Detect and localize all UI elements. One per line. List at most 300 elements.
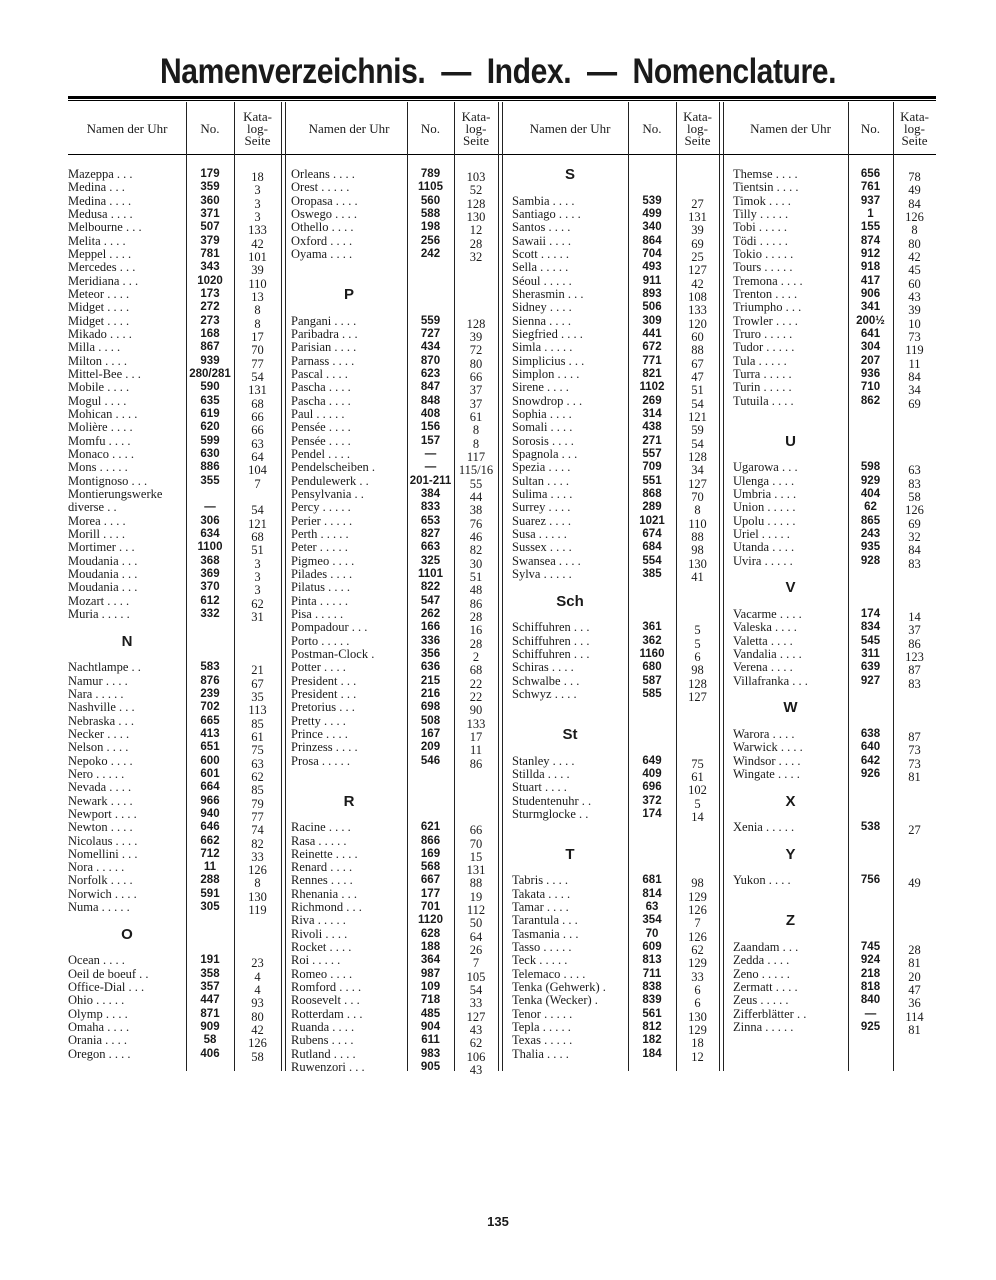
entry-number: 554 [642, 554, 662, 567]
entry-catalog-page: 87 [908, 729, 921, 744]
header-name: Namen der Uhr [308, 121, 390, 136]
entry-number: 601 [200, 767, 220, 780]
entry-name: Zedda . . . . [733, 954, 790, 968]
entry-name: Rhenania . . . [291, 887, 357, 901]
entry-catalog-page: 126 [688, 929, 707, 944]
entry-catalog-page: 60 [691, 329, 704, 344]
entry-number: 289 [642, 501, 662, 514]
entry-catalog-page: 8 [254, 316, 261, 331]
entry-number: 893 [642, 287, 662, 300]
entry-number: 417 [860, 274, 881, 287]
entry-number: 370 [200, 581, 220, 594]
entry-name: Orania . . . . [68, 1034, 128, 1048]
entry-number: 813 [642, 954, 662, 967]
entry-number: 239 [200, 687, 220, 700]
entry-name: Tenka (Gehwerk) . [512, 981, 606, 995]
entry-catalog-page: 63 [251, 756, 264, 771]
entry-name: Pretorius . . . [291, 701, 355, 715]
entry-number: 551 [642, 474, 662, 487]
entry-name: Ugarowa . . . [733, 461, 798, 475]
entry-number: 174 [642, 807, 662, 820]
entry-catalog-page: 86 [469, 596, 483, 611]
entry-catalog-page: 3 [254, 196, 261, 211]
entry-number: 868 [642, 487, 662, 500]
entry-catalog-page: 103 [466, 170, 486, 184]
entry-number: 1020 [197, 274, 223, 287]
entry-catalog-page: 69 [691, 236, 704, 251]
entry-number: 561 [642, 1007, 662, 1020]
entry-number: 1105 [418, 181, 443, 194]
entry-name: Ocean . . . . [68, 954, 125, 968]
entry-name: Sussex . . . . [512, 541, 572, 555]
entry-number: 384 [420, 487, 441, 500]
entry-name: Pensylvania . . [291, 487, 364, 501]
entry-name: Rasa . . . . . [291, 834, 347, 848]
entry-name: Oeil de boeuf . . [68, 967, 149, 981]
header-catalog-page: Kata- log- Seite [461, 109, 491, 148]
entry-name: Montignoso . . . [68, 474, 148, 488]
entry-catalog-page: 108 [688, 289, 707, 304]
entry-number: 646 [200, 821, 220, 834]
entry-name: Turin . . . . . [733, 381, 792, 395]
entry-number: 560 [420, 194, 441, 207]
entry-number: 987 [420, 967, 441, 980]
entry-name: Orest . . . . . [291, 181, 350, 195]
entry-number: 590 [200, 381, 220, 394]
entry-catalog-page: 34 [908, 383, 921, 398]
col-divider [502, 102, 503, 1071]
entry-number: 243 [860, 527, 881, 540]
header-name: Namen der Uhr [529, 121, 611, 136]
entry-name: Snowdrop . . . [512, 394, 583, 408]
entry-name: Uvira . . . . . [733, 554, 793, 568]
entry-name: Surrey . . . . [512, 501, 571, 515]
entry-name: Nicolaus . . . . [68, 834, 138, 848]
entry-catalog-page: 110 [688, 516, 707, 531]
entry-name: Porto . . . . . [291, 634, 350, 648]
entry-number: 906 [860, 287, 881, 300]
entry-number: 612 [200, 594, 220, 607]
entry-catalog-page: 70 [469, 836, 483, 851]
entry-catalog-page: 37 [469, 396, 483, 411]
entry-catalog-page: 62 [251, 596, 264, 611]
entry-number: 611 [421, 1034, 440, 1047]
section-letter: T [565, 845, 575, 863]
entry-catalog-page: 90 [469, 703, 483, 718]
entry-catalog-page: 81 [908, 769, 921, 784]
entry-name: Pilades . . . . [291, 567, 353, 581]
entry-number: 866 [420, 834, 441, 847]
entry-name: Numa . . . . . [68, 901, 130, 915]
entry-catalog-page: 5 [694, 636, 701, 651]
entry-catalog-page: 42 [908, 249, 921, 264]
entry-catalog-page: 28 [469, 636, 483, 651]
entry-catalog-page: 39 [908, 303, 921, 318]
entry-catalog-page: 88 [469, 876, 483, 891]
entry-catalog-page: 130 [688, 1009, 707, 1024]
entry-number: 620 [200, 421, 220, 434]
entry-name: Upolu . . . . . [733, 514, 796, 528]
entry-catalog-page: 86 [908, 636, 921, 651]
entry-catalog-page: 82 [251, 836, 264, 851]
entry-number: 761 [860, 181, 881, 194]
header-catalog-page: Kata- log- Seite [243, 109, 272, 148]
entry-number: 182 [642, 1034, 662, 1047]
section-letter: U [785, 432, 796, 450]
entry-catalog-page: 63 [251, 436, 264, 451]
section-letter: Y [785, 845, 796, 863]
entry-catalog-page: 86 [469, 756, 483, 771]
entry-name: President . . . [291, 674, 357, 688]
entry-name: Parnass . . . . [291, 354, 355, 368]
entry-catalog-page: 51 [691, 383, 704, 398]
entry-name: Tödi . . . . . [733, 234, 788, 248]
entry-number: — [424, 461, 437, 474]
entry-name: Mobile . . . . [68, 381, 130, 395]
header-catalog-page: Kata- log- Seite [900, 109, 929, 148]
entry-catalog-page: 63 [908, 463, 921, 478]
header-number: No. [200, 121, 220, 136]
entry-catalog-page: 84 [908, 369, 921, 384]
entry-name: Sulima . . . . [512, 487, 573, 501]
entry-name: Pascha . . . . [291, 394, 351, 408]
entry-number: 935 [860, 541, 881, 554]
entry-number: 909 [200, 1021, 220, 1034]
entry-name: Tenka (Wecker) . [512, 994, 598, 1008]
entry-name: Schiffuhren . . . [512, 621, 590, 635]
entry-name: Pretty . . . . [291, 714, 346, 728]
header-number: No. [420, 121, 441, 136]
entry-number: 379 [200, 234, 220, 247]
entry-catalog-page: 126 [905, 209, 924, 224]
entry-number: 499 [642, 207, 662, 220]
entry-number: 568 [420, 861, 441, 874]
entry-name: Rennes . . . . [291, 874, 353, 888]
entry-catalog-page: 22 [469, 676, 483, 691]
entry-number: 273 [200, 314, 220, 327]
entry-name: Newark . . . . [68, 794, 133, 808]
entry-name: Mikado . . . . [68, 327, 132, 341]
entry-name: Prinzess . . . . [291, 741, 358, 755]
entry-number: 667 [420, 874, 441, 887]
entry-number: 168 [200, 327, 220, 340]
entry-catalog-page: 58 [251, 1049, 264, 1064]
entry-name: Nara . . . . . [68, 687, 124, 701]
entry-catalog-page: 33 [691, 969, 704, 984]
entry-name: Windsor . . . . [733, 754, 801, 768]
entry-catalog-page: 131 [688, 209, 707, 224]
entry-name: Timok . . . . [733, 194, 791, 208]
entry-number: 912 [860, 247, 881, 260]
entry-catalog-page: 115/16 [458, 463, 494, 478]
entry-number: 404 [860, 487, 881, 500]
entry-number: 834 [860, 621, 881, 634]
entry-catalog-page: 83 [908, 556, 921, 571]
entry-number: 280/281 [189, 367, 231, 380]
entry-catalog-page: 126 [688, 903, 707, 918]
entry-catalog-page: 128 [688, 449, 707, 464]
entry-name: Rubens . . . . [291, 1034, 354, 1048]
entry-catalog-page: 30 [469, 556, 483, 571]
entry-catalog-page: 128 [688, 676, 707, 691]
entry-name: Tamar . . . . [512, 901, 569, 915]
entry-name: Pendulewerk . . [291, 474, 369, 488]
entry-name: Newton . . . . [68, 821, 133, 835]
entry-catalog-page: 74 [251, 823, 264, 838]
entry-name: Meteor . . . . [68, 287, 130, 301]
section-letter: X [785, 792, 796, 810]
entry-name: Nelson . . . . [68, 741, 129, 755]
entry-number: 269 [642, 394, 662, 407]
entry-number: 271 [642, 434, 662, 447]
entry-name: Vacarme . . . . [733, 607, 802, 621]
entry-catalog-page: 17 [251, 329, 264, 344]
entry-number: 789 [420, 168, 441, 180]
entry-catalog-page: 133 [248, 223, 267, 238]
entry-catalog-page: 68 [251, 529, 264, 544]
entry-name: Nepoko . . . . [68, 754, 133, 768]
entry-number: 360 [200, 194, 220, 207]
entry-catalog-page: 28 [908, 943, 921, 958]
entry-number: 408 [420, 407, 441, 420]
entry-catalog-page: 46 [469, 529, 483, 544]
entry-name: Muria . . . . . [68, 607, 130, 621]
entry-name: Villafranka . . . [733, 674, 808, 688]
entry-number: 174 [860, 607, 881, 620]
entry-catalog-page: 64 [251, 449, 264, 464]
entry-name: Oyama . . . . [291, 247, 353, 261]
entry-number: 191 [200, 954, 220, 967]
entry-name: Mazeppa . . . [68, 168, 133, 181]
entry-name: Stuart . . . . [512, 781, 567, 795]
entry-catalog-page: 119 [905, 343, 924, 358]
entry-name: Truro . . . . . [733, 327, 793, 341]
entry-number: 493 [642, 261, 662, 274]
entry-name: Zifferblätter . . [733, 1007, 807, 1021]
entry-name: Scott . . . . . [512, 247, 569, 261]
entry-catalog-page: 21 [251, 663, 264, 678]
entry-name: Schwalbe . . . [512, 674, 580, 688]
section-letter: W [783, 699, 798, 717]
entry-name: Zermatt . . . . [733, 981, 798, 995]
entry-name: Mozart . . . . [68, 594, 130, 608]
entry-catalog-page: 129 [688, 1023, 707, 1038]
entry-number: 1102 [639, 381, 665, 394]
entry-number: 712 [200, 847, 220, 860]
col-divider [281, 102, 282, 1071]
entry-name: Texas . . . . . [512, 1034, 573, 1048]
entry-name: Zeno . . . . . [733, 967, 790, 981]
entry-name: Sophia . . . . [512, 407, 572, 421]
entry-catalog-page: 23 [251, 956, 264, 971]
entry-catalog-page: 82 [469, 543, 483, 558]
entry-name: Xenia . . . . . [733, 821, 795, 835]
entry-number: 304 [860, 341, 881, 354]
entry-catalog-page: 84 [908, 196, 921, 211]
entry-number: 336 [420, 634, 441, 647]
entry-number: 756 [860, 874, 881, 887]
entry-catalog-page: 66 [469, 823, 483, 838]
entry-number: 508 [420, 714, 441, 727]
entry-name: Verena . . . . [733, 661, 793, 675]
entry-number: 665 [200, 714, 220, 727]
entry-catalog-page: 38 [469, 503, 483, 518]
entry-number: 372 [642, 794, 662, 807]
entry-name: Yukon . . . . [733, 874, 791, 888]
entry-number: 587 [642, 674, 662, 687]
entry-catalog-page: 72 [469, 343, 483, 358]
entry-name: Pensée . . . . [291, 421, 351, 435]
entry-name: Nevada . . . . [68, 781, 132, 795]
entry-name: Mohican . . . . [68, 407, 138, 421]
entry-catalog-page: 49 [908, 876, 921, 891]
entry-name: Rutland . . . . [291, 1047, 356, 1061]
entry-name: Tarantula . . . [512, 914, 578, 928]
entry-name: diverse . . [68, 501, 117, 515]
entry-number: 651 [200, 741, 220, 754]
entry-catalog-page: 114 [905, 1009, 924, 1024]
entry-number: 1 [867, 207, 874, 220]
entry-number: 368 [200, 554, 220, 567]
entry-catalog-page: 68 [469, 663, 483, 678]
entry-number: 600 [200, 754, 220, 767]
entry-name: Midget . . . . [68, 301, 130, 315]
entry-number: 698 [420, 701, 441, 714]
entry-name: Sawaii . . . . [512, 234, 572, 248]
entry-number: 305 [200, 901, 220, 914]
entry-number: 216 [420, 687, 441, 700]
entry-name: Reinette . . . . [291, 847, 358, 861]
section-letter: P [343, 285, 354, 303]
entry-name: Simplicius . . . [512, 354, 585, 368]
entry-number: 256 [420, 234, 441, 247]
entry-number: 662 [200, 834, 220, 847]
entry-catalog-page: 128 [466, 316, 486, 331]
entry-number: 865 [860, 514, 881, 527]
entry-number: 63 [645, 901, 659, 914]
entry-name: Suarez . . . . [512, 514, 572, 528]
entry-number: 438 [642, 421, 662, 434]
entry-catalog-page: 110 [248, 276, 267, 291]
entry-name: Moudania . . . [68, 554, 138, 568]
section-letter: St [562, 725, 578, 743]
entry-name: Simla . . . . . [512, 341, 573, 355]
entry-number: 833 [420, 501, 441, 514]
entry-name: Rivoli . . . . [291, 927, 348, 941]
entry-catalog-page: 79 [251, 796, 264, 811]
entry-number: 867 [200, 341, 220, 354]
entry-catalog-page: 27 [908, 823, 921, 838]
entry-name: Wingate . . . . [733, 767, 800, 781]
entry-name: Uriel . . . . . [733, 527, 790, 541]
entry-number: 609 [642, 941, 662, 954]
entry-catalog-page: 28 [469, 609, 483, 624]
entry-catalog-page: 62 [469, 1036, 483, 1051]
entry-number: 11 [203, 861, 217, 874]
entry-name: Ruwenzori . . . [291, 1061, 365, 1075]
section-letter: O [121, 925, 133, 943]
entry-catalog-page: 133 [688, 303, 707, 318]
entry-catalog-page: 32 [469, 249, 483, 264]
entry-name: Themse . . . . [733, 168, 798, 181]
entry-name: Sidney . . . . [512, 301, 572, 315]
entry-catalog-page: 106 [466, 1049, 486, 1064]
entry-number: 649 [642, 754, 662, 767]
entry-name: Montierungswerke [68, 487, 163, 501]
entry-catalog-page: 117 [466, 449, 486, 464]
entry-name: Paribadra . . . [291, 327, 358, 341]
entry-catalog-page: 51 [251, 543, 264, 558]
entry-catalog-page: 66 [469, 369, 483, 384]
entry-name: Turra . . . . . [733, 367, 792, 381]
entry-catalog-page: 127 [688, 263, 707, 278]
entry-catalog-page: 129 [688, 889, 707, 904]
entry-name: Union . . . . . [733, 501, 796, 515]
entry-number: 847 [420, 381, 441, 394]
entry-number: 109 [420, 981, 441, 994]
entry-catalog-page: 18 [251, 170, 264, 184]
entry-number: 343 [200, 261, 220, 274]
entry-number: 1021 [639, 514, 665, 527]
entry-catalog-page: 102 [688, 783, 707, 798]
entry-name: Tenor . . . . . [512, 1007, 573, 1021]
entry-number: 926 [860, 767, 881, 780]
entry-name: Melita . . . . [68, 234, 126, 248]
entry-number: 559 [420, 314, 441, 327]
entry-name: Milton . . . . [68, 354, 128, 368]
entry-number: 599 [200, 434, 220, 447]
entry-name: Office-Dial . . . [68, 981, 145, 995]
entry-name: Moudania . . . [68, 567, 138, 581]
section-letter: R [343, 792, 355, 810]
entry-name: Tobi . . . . . [733, 221, 787, 235]
entry-name: Sorosis . . . . [512, 434, 574, 448]
entry-name: Tepla . . . . . [512, 1021, 571, 1035]
entry-name: Renard . . . . [291, 861, 353, 875]
entry-name: Pendel . . . . [291, 447, 351, 461]
entry-name: Valetta . . . . [733, 634, 793, 648]
entry-number: 357 [200, 981, 220, 994]
entry-name: Tokio . . . . . [733, 247, 794, 261]
entry-number: — [424, 447, 437, 460]
entry-name: Thalia . . . . [512, 1047, 569, 1061]
header-name: Namen der Uhr [750, 121, 831, 136]
entry-catalog-page: 50 [469, 916, 483, 931]
entry-number: 745 [860, 941, 881, 954]
entry-number: 591 [200, 887, 220, 900]
entry-number: 653 [420, 514, 441, 527]
entry-catalog-page: 3 [254, 209, 261, 224]
header-catalog-page: Kata- log- Seite [683, 109, 712, 148]
entry-number: 680 [642, 661, 662, 674]
entry-name: Warora . . . . [733, 727, 795, 741]
entry-number: 874 [860, 234, 881, 247]
entry-catalog-page: 121 [688, 409, 707, 424]
entry-name: Prince . . . . [291, 727, 348, 741]
entry-name: Nashville . . . [68, 701, 135, 715]
entry-catalog-page: 119 [248, 903, 267, 918]
entry-name: Nachtlampe . . [68, 661, 141, 675]
entry-number: 441 [642, 327, 662, 340]
entry-catalog-page: 43 [469, 1063, 483, 1078]
entry-number: 583 [200, 661, 220, 674]
entry-name: Siegfried . . . . [512, 327, 583, 341]
entry-catalog-page: 3 [254, 569, 261, 584]
entry-catalog-page: 43 [469, 1023, 483, 1038]
entry-catalog-page: 12 [691, 1049, 704, 1064]
entry-catalog-page: 70 [251, 343, 264, 358]
entry-number: 207 [860, 354, 881, 367]
